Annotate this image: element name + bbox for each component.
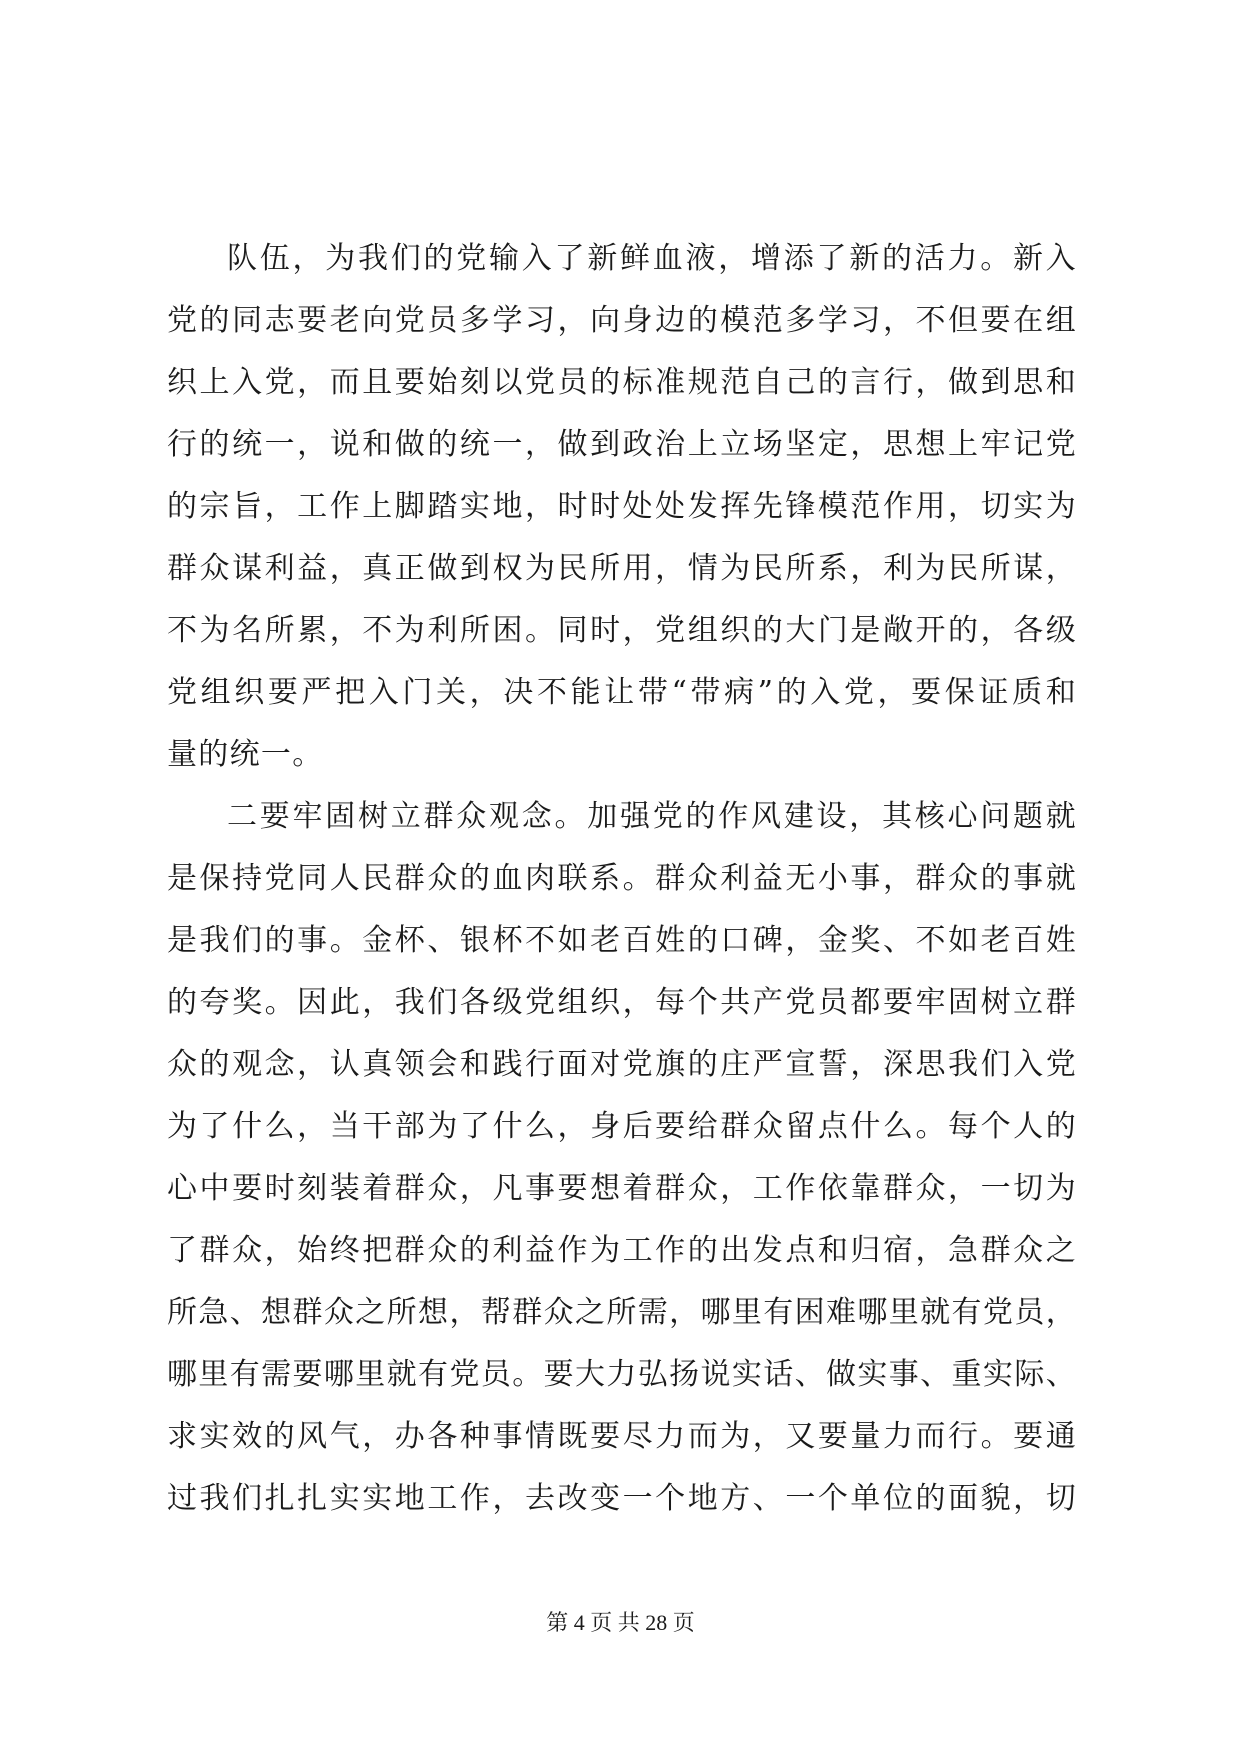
text-line: 二要牢固树立群众观念。加强党的作风建设，其核心问题就 — [227, 799, 1077, 834]
text-line: 了群众，始终把群众的利益作为工作的出发点和归宿，急群众之 — [167, 1233, 1077, 1268]
text-line: 心中要时刻装着群众，凡事要想着群众，工作依靠群众，一切为 — [167, 1171, 1077, 1206]
text-line: 群众谋利益，真正做到权为民所用，情为民所系，利为民所谋， — [167, 551, 1077, 586]
text-line: 不为名所累，不为利所困。同时，党组织的大门是敞开的，各级 — [167, 613, 1077, 648]
text-line: 党的同志要老向党员多学习，向身边的模范多学习，不但要在组 — [167, 303, 1077, 338]
text-line: 是我们的事。金杯、银杯不如老百姓的口碑，金奖、不如老百姓 — [167, 923, 1077, 958]
text-line: 众的观念，认真领会和践行面对党旗的庄严宣誓，深思我们入党 — [167, 1047, 1077, 1082]
text-line: 求实效的风气，办各种事情既要尽力而为，又要量力而行。要通 — [167, 1419, 1077, 1454]
paragraph-1 — [167, 228, 1077, 786]
text-line-last: 量的统一。 — [167, 737, 324, 772]
text-line: 织上入党，而且要始刻以党员的标准规范自己的言行，做到思和 — [167, 365, 1077, 400]
text-line: 是保持党同人民群众的血肉联系。群众利益无小事，群众的事就 — [167, 861, 1077, 896]
text-line: 的夸奖。因此，我们各级党组织，每个共产党员都要牢固树立群 — [167, 985, 1077, 1020]
page-number-footer: 第 4 页 共 28 页 — [546, 1610, 695, 1635]
text-line: 过我们扎扎实实地工作，去改变一个地方、一个单位的面貌，切 — [167, 1481, 1077, 1516]
paragraph-2 — [167, 786, 1077, 1530]
text-line: 的宗旨，工作上脚踏实地，时时处处发挥先锋模范作用，切实为 — [167, 489, 1077, 524]
text-line: 队伍，为我们的党输入了新鲜血液，增添了新的活力。新入 — [227, 241, 1077, 276]
text-line: 党组织要严把入门关，决不能让带“带病”的入党，要保证质和 — [167, 675, 1077, 710]
document-body — [167, 228, 1077, 1530]
text-line: 为了什么，当干部为了什么，身后要给群众留点什么。每个人的 — [167, 1109, 1077, 1144]
text-line: 哪里有需要哪里就有党员。要大力弘扬说实话、做实事、重实际、 — [167, 1357, 1077, 1392]
text-line: 所急、想群众之所想，帮群众之所需，哪里有困难哪里就有党员， — [167, 1295, 1077, 1330]
text-line: 行的统一，说和做的统一，做到政治上立场坚定，思想上牢记党 — [167, 427, 1077, 462]
